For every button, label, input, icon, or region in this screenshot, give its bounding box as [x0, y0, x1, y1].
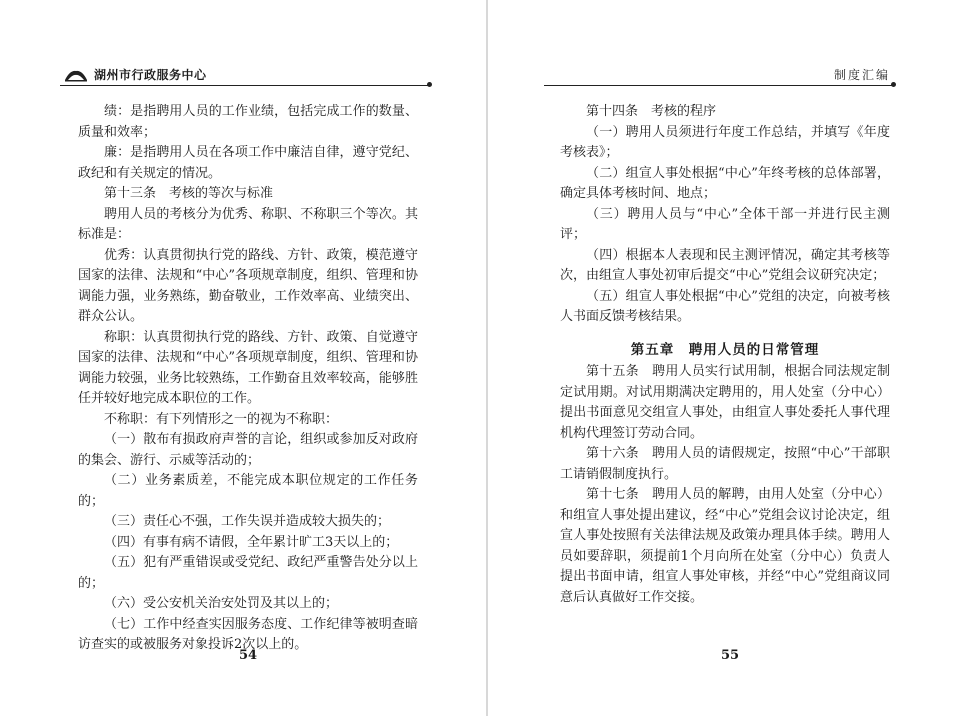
paragraph: 第十五条 聘用人员实行试用制，根据合同法规定制定试用期。对试用期满决定聘用的，用人处室（分中心）提出书面意见交组宣人事处，由组宣人事处委托人事代理机构代理签订劳动合同。 [560, 364, 890, 441]
left-page-header [64, 66, 207, 83]
paragraph: 聘用人员的考核分为优秀、称职、不称职三个等次。其标准是： [78, 206, 418, 242]
left-page-number: 54 [238, 648, 258, 663]
paragraph: 第十四条 考核的程序 [586, 104, 717, 119]
paragraph: 绩：是指聘用人员的工作业绩，包括完成工作的数量、质量和效率； [78, 104, 418, 140]
paragraph: 第十六条 聘用人员的请假规定，按照“中心”干部职工请销假制度执行。 [560, 446, 890, 482]
paragraph: （四）有事有病不请假，全年累计旷工3天以上的； [104, 534, 399, 550]
right-header-title: 制度汇编 [833, 68, 890, 82]
paragraph: 廉：是指聘用人员在各项工作中廉洁自律，遵守党纪、政纪和有关规定的情况。 [78, 145, 418, 181]
logo-icon [64, 68, 88, 82]
paragraph: 第十七条 聘用人员的解聘，由用人处室（分中心）和组宣人事处提出建议，经“中心”党组会议讨论决定，组宣人事处按照有关法律法规及政策办理具体手续。聘用人员如要辞职，须提前1个月向所在处室（分中心）负责人提出书面申请，组宣人事处审核，并经“中心”党组商议同意后认真做好工作交接。 [560, 487, 890, 605]
paragraph: （三）聘用人员与“中心”全体干部一并进行民主测评； [560, 206, 890, 242]
right-page-number: 55 [720, 648, 740, 663]
paragraph: （五）犯有严重错误或受党纪、政纪严重警告处分以上的； [78, 555, 418, 591]
paragraph: （四）根据本人表现和民主测评情况，确定其考核等次，由组宣人事处初审后提交“中心”党组会议研究决定； [560, 247, 890, 283]
paragraph: （六）受公安机关治安处罚及其以上的； [104, 596, 339, 611]
paragraph: （二）组宣人事处根据“中心”年终考核的总体部署，确定具体考核时间、地点； [560, 165, 890, 201]
left-rule-dot [427, 82, 432, 87]
left-header-title: 湖州市行政服务中心 [94, 68, 207, 82]
paragraph: （三）责任心不强，工作失误并造成较大损失的； [104, 514, 391, 529]
paragraph: （一）聘用人员须进行年度工作总结，并填写《年度考核表》； [560, 124, 890, 160]
paragraph: （一）散布有损政府声誉的言论，组织或参加反对政府的集会、游行、示威等活动的； [78, 432, 418, 468]
paragraph: （五）组宣人事处根据“中心”党组的决定，向被考核人书面反馈考核结果。 [560, 288, 890, 324]
paragraph: （七）工作中经查实因服务态度、工作纪律等被明查暗访查实的或被服务对象投诉2次以上的。 [78, 616, 418, 652]
paragraph: 第十三条 考核的等次与标准 [104, 186, 274, 201]
left-body-text [78, 102, 418, 656]
paragraph: 优秀：认真贯彻执行党的路线、方针、政策，模范遵守国家的法律、法规和“中心”各项规章制度，组织、管理和协调能力强，业务熟练，勤奋敬业，工作效率高、业绩突出、群众公认。 [78, 247, 418, 324]
paragraph: （二）业务素质差，不能完成本职位规定的工作任务的； [78, 473, 418, 509]
chapter-title: 第五章 聘用人员的日常管理 [630, 341, 820, 358]
left-header-rule [60, 85, 430, 86]
paragraph: 不称职：有下列情形之一的视为不称职： [104, 411, 339, 427]
right-body-text [560, 102, 890, 608]
right-page [488, 0, 974, 716]
right-header-rule [544, 85, 894, 86]
paragraph: 称职：认真贯彻执行党的路线、方针、政策、自觉遵守国家的法律、法规和“中心”各项规章制度，组织、管理和协调能力较强，业务比较熟练，工作勤奋且效率较高，能够胜任并较好地完成本职位的工作。 [78, 329, 418, 406]
right-rule-dot [891, 82, 896, 87]
